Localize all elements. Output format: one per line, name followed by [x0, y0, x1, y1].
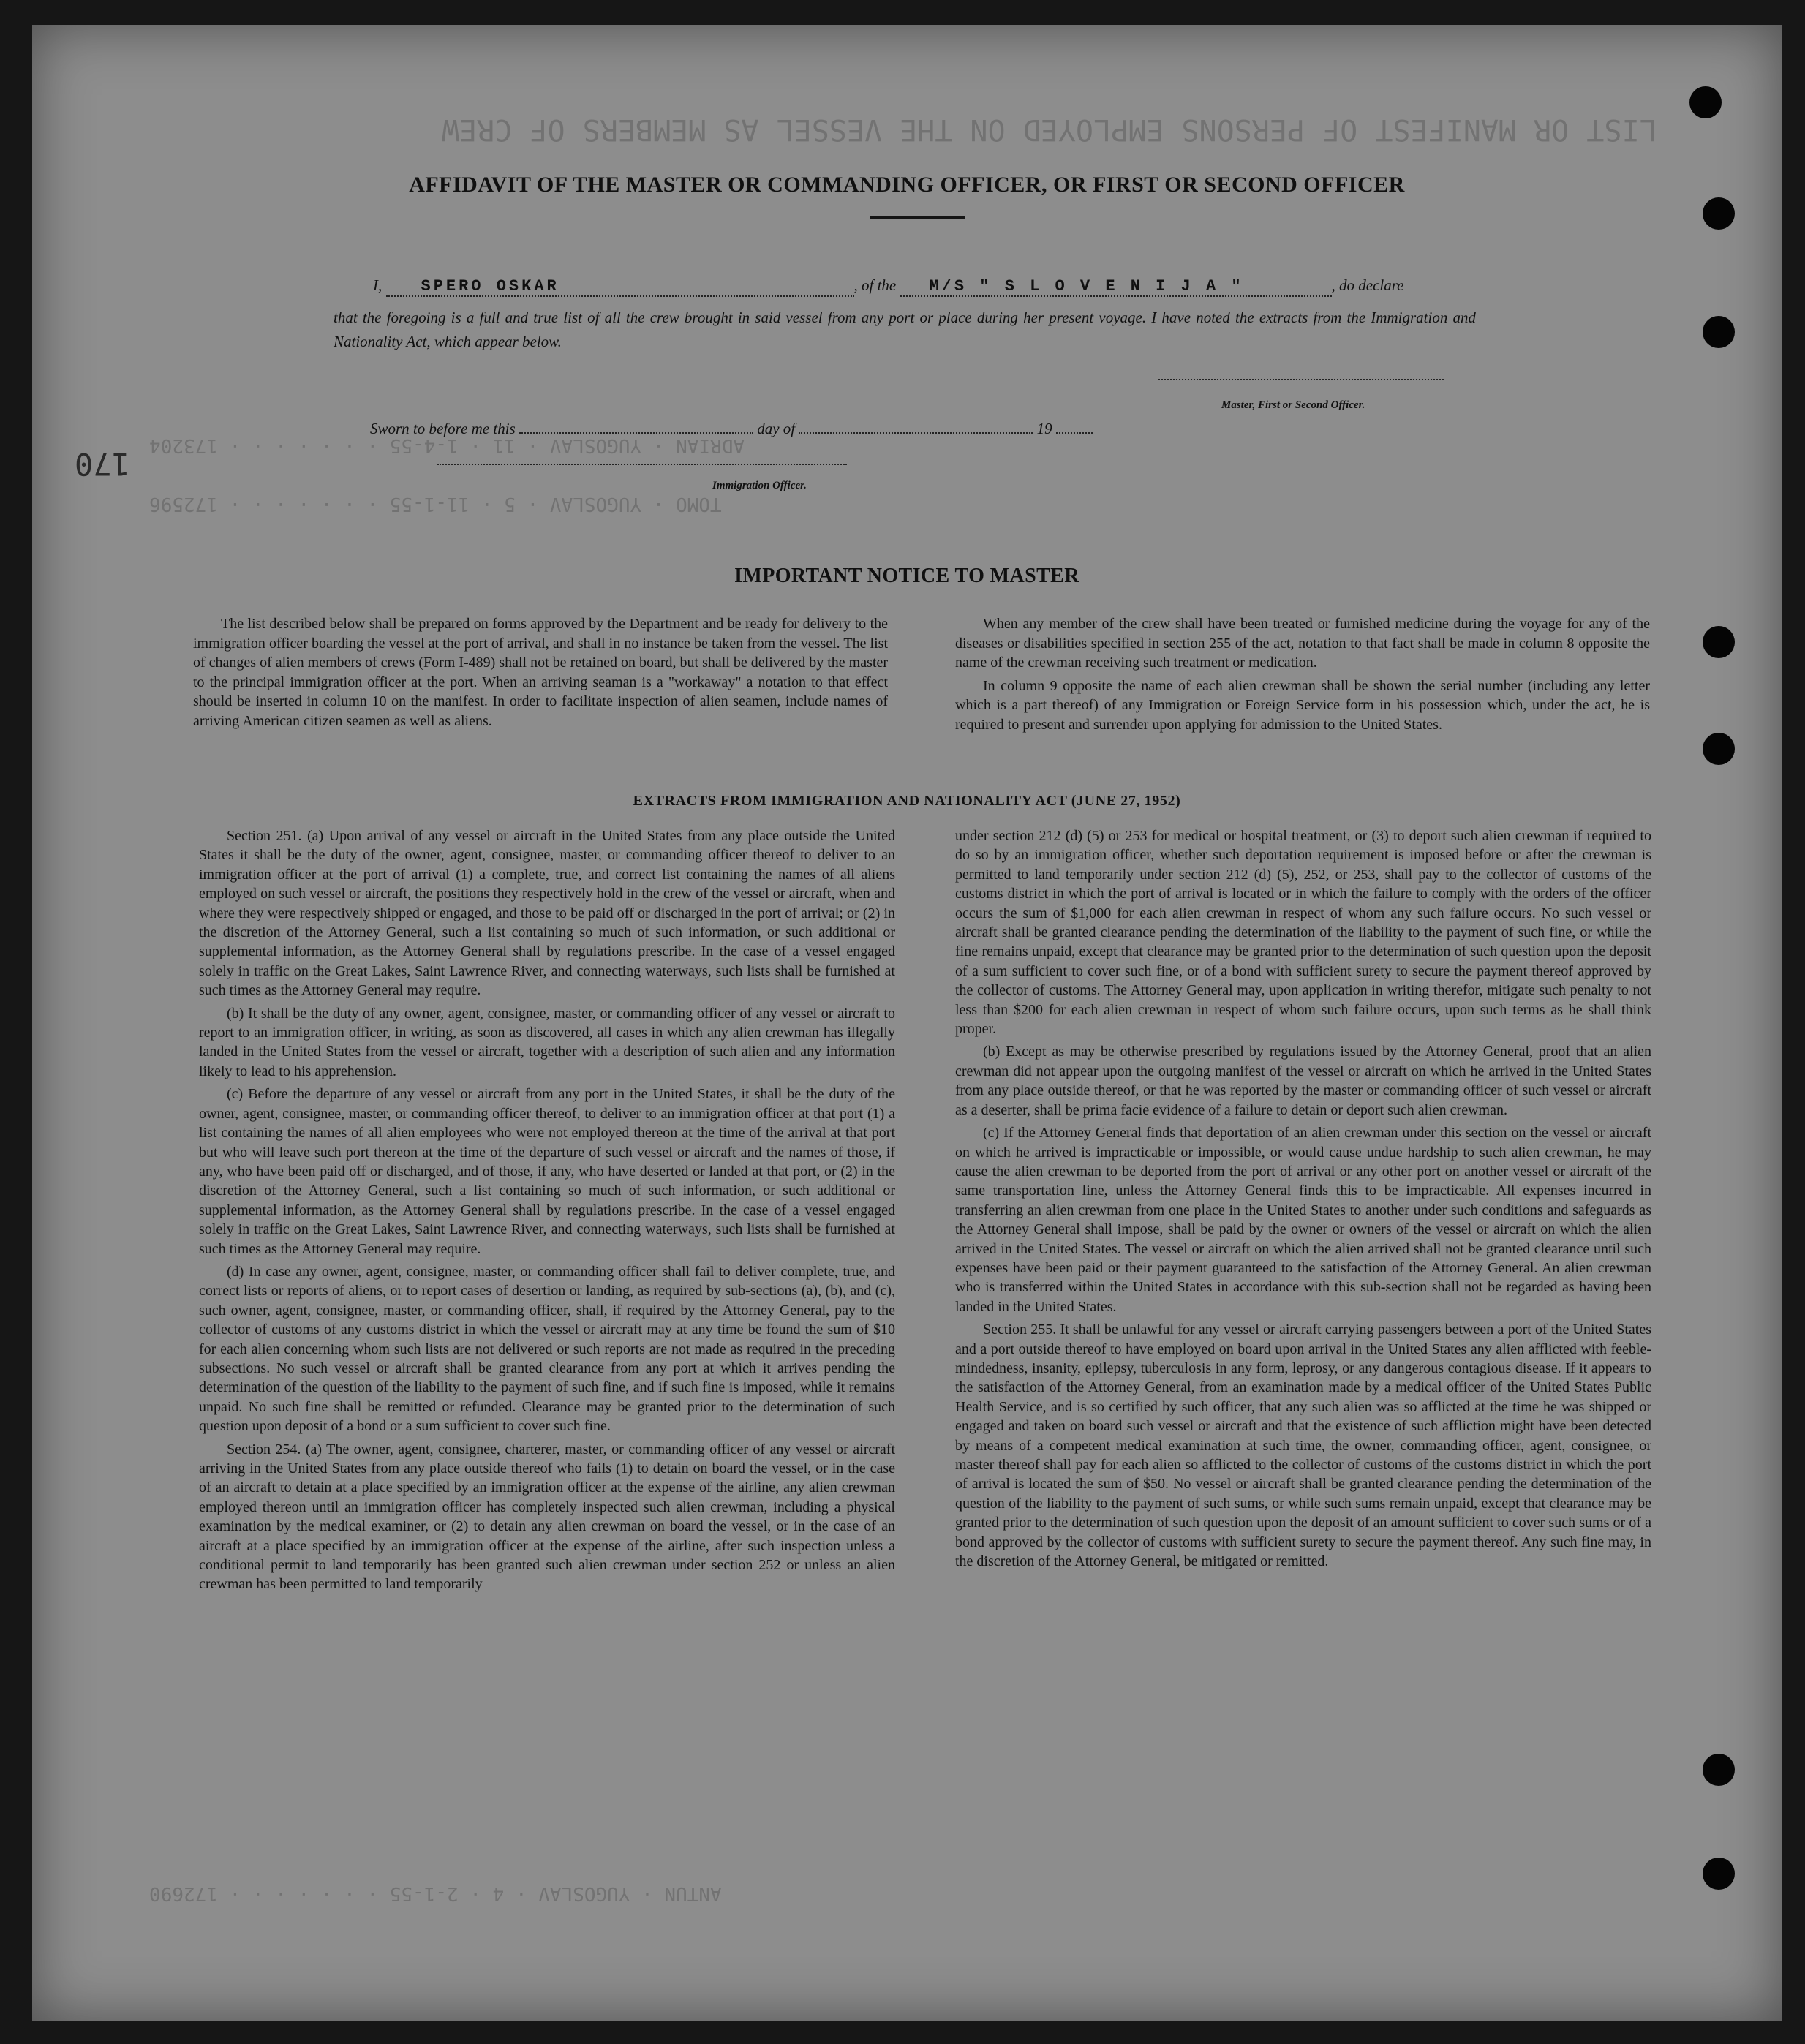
notice-paragraph: When any member of the crew shall have been treated or furnished medicine during the voyage for any of the diseases or disabilities specified in section 255 of the act, notation to that fact shall be made in column 8 opposite the name of the crewman receiving such treatment or medication. [955, 616, 1650, 671]
sworn-label: Sworn to before me this [370, 420, 516, 437]
act-paragraph: (c) If the Attorney General finds that deportation of an alien crewman under this section on the vessel or aircraft on which he arrived is impracticable or impossible, or would cause undue hardship to such alien crewman, he may cause the alien crewman to be deported from the port of arrival or any other port on another vessel or aircraft of the same transportation line, unless the Attorney General finds this to be impracticable. All expenses incurred in transferring an alien crewman from one place in the United States to another under such conditions and safeguards as the Attorney General shall impose, shall be paid by the owner or owners of the vessel or aircraft on which the alien arrived in the United States. The vessel or aircraft on which the alien arrived shall not be granted clearance until such expenses have been paid or their payment guaranteed to the satisfaction of the Attorney General. An alien crewman who is transferred within the United States in accordance with this sub-section shall not be regarded as having been landed in the United States. [955, 1125, 1651, 1315]
vessel-name: M/S " S L O V E N I J A " [929, 277, 1244, 295]
year-label: 19 [1036, 420, 1052, 437]
bleed-through-text: ANTUN · YUGOSLAV · 4 · 2-1-55 · · · · · · · 172690 [149, 1882, 722, 1904]
of-the-label: , of the [853, 276, 897, 294]
extracts-right-column [955, 826, 1651, 1575]
master-signature-line [1158, 379, 1444, 380]
document-page [32, 25, 1782, 2021]
act-paragraph: Section 251. (a) Upon arrival of any vessel or aircraft in the United States from any place outside the United States it shall be the duty of the owner, agent, consignee, master, or commanding officer thereof to deliver to an immigration officer at the port of arrival (1) a complete, true, and correct list containing the names of all aliens employed on such vessel or aircraft, the positions they respectively hold in the crew of the vessel or aircraft, when and where they were respectively shipped or engaged, and those to be paid off or discharged in the port of arrival; or (2) in the discretion of the Attorney General, such a list containing so much of such information, or such additional or supplemental information, as the Attorney General shall by regulations prescribe. In the case of a vessel engaged solely in traffic on the Great Lakes, Saint Lawrence River, and connecting waterways, such lists shall be furnished at such times as the Attorney General may require. [199, 828, 895, 999]
extracts-left-column [199, 826, 895, 1598]
notice-paragraph: In column 9 opposite the name of each alien crewman shall be shown the serial number (including any letter which is a part thereof) of any Immigration or Foreign Service form in his possession which, under the act, he is required to present and surrender upon applying for admission to the United States. [955, 677, 1650, 733]
vessel-name-field [900, 276, 1332, 297]
sworn-line [370, 420, 1093, 438]
sworn-blank [519, 432, 753, 434]
punch-hole [1703, 733, 1735, 765]
declaration-line [373, 276, 1499, 297]
bleed-through-text: TOMO · YUGOSLAV · 5 · 11-1-55 · · · · · · · 172596 [149, 493, 722, 515]
punch-hole [1703, 1858, 1735, 1890]
day-of-label: day of [757, 420, 796, 437]
punch-hole [1703, 1754, 1735, 1786]
act-paragraph: (d) In case any owner, agent, consignee, master, or commanding officer shall fail to deliver complete, true, and correct lists or reports of aliens, or to report cases of desertion or landing, as required by sub-sections (a), (b), and (c), such owner, agent, consignee, master, or commanding officer, shall, if required by the Attorney General, pay to the collector of customs of any customs district in which the vessel or aircraft may at any time be found the sum of $10 for each alien concerning whom such lists are not delivered or such reports are not made as required in the preceding subsections. No such vessel or aircraft shall be granted clearance from any port at which it arrives pending the determination of the question of the liability to the payment of such fine, and if such fine is imposed, while it remains unpaid. No such fine shall be remitted or refunded. Clearance may be granted prior to the determination of such question upon deposit of a bond or a sum sufficient to cover such fine. [199, 1263, 895, 1435]
punch-hole [1689, 86, 1722, 118]
act-paragraph: (b) It shall be the duty of any owner, agent, consignee, master, or commanding officer of any vessel or aircraft to report to an immigration officer, in writing, as soon as discovered, all cases in which any alien crewman has illegally landed in the United States from the vessel or aircraft, together with a description of such alien and any information likely to lead to his apprehension. [199, 1005, 895, 1079]
act-paragraph: (b) Except as may be otherwise prescribed by regulations issued by the Attorney General, proof that an alien crewman did not appear upon the outgoing manifest of the vessel or aircraft on which he arrived in the United States from any place outside thereof, or that he was reported by the master or commanding officer of such vessel or aircraft as a deserter, shall be prima facie evidence of a failure to detain or deport such alien crewman. [955, 1044, 1651, 1118]
extracts-title: EXTRACTS FROM IMMIGRATION AND NATIONALITY ACT (JUNE 27, 1952) [633, 793, 1181, 809]
bleed-through-text: LIST OR MANIFEST OF PERSONS EMPLOYED ON THE VESSEL AS MEMBERS OF CREW [442, 113, 1657, 146]
notice-paragraph: The list described below shall be prepared on forms approved by the Department and be ready for delivery to the immigration officer boarding the vessel at the port of arrival, and shall in no instance be taken from the vessel. The list of changes of alien members of crews (Form I-489) shall not be retained on board, but shall be delivered by the master to the principal immigration officer at the port. When an arriving seaman is a "workaway" a notation to that effect should be inserted in column 10 on the manifest. In order to facilitate inspection of alien seamen, include names of arriving American citizen seamen as well as aliens. [193, 616, 888, 729]
do-declare-label: , do declare [1331, 276, 1404, 294]
declaration-pronoun: I, [373, 276, 383, 294]
margin-page-number: 170 [75, 446, 130, 482]
title-underline [870, 216, 965, 219]
master-name: SPERO OSKAR [421, 277, 559, 295]
month-blank [799, 432, 1033, 434]
notice-right-column [955, 614, 1650, 739]
master-name-field [386, 276, 854, 297]
master-signature-label: Master, First or Second Officer. [1221, 399, 1365, 411]
punch-hole [1703, 626, 1735, 658]
notice-left-column [193, 614, 888, 735]
act-paragraph: under section 212 (d) (5) or 253 for medical or hospital treatment, or (3) to deport such alien crewman if required to do so by an immigration officer, whether such deportation requirement is imposed before or after the crewman is permitted to land temporarily under section 212 (d) (5), 252, or 253, shall pay to the collector of customs of the customs district in which the port of arrival is located or in which the failure to comply with the orders of the officer occurs the sum of $1,000 for each alien crewman in respect of whom any such failure occurs. No such vessel or aircraft shall be granted clearance pending the determination of the liability to the payment of such fine, or while the fine remains unpaid, except that clearance may be granted prior to the determination of such question upon the deposit of a sum sufficient to cover such fine, or of a bond with sufficient surety to secure the payment thereof approved by the collector of customs. The Attorney General may, upon application in writing therefor, mitigate such penalty to not less than $200 for each alien crewman in respect of whom such failure occurs, upon such terms as he shall think proper. [955, 828, 1651, 1038]
act-paragraph: Section 254. (a) The owner, agent, consignee, charterer, master, or commanding officer of any vessel or aircraft arriving in the United States from any place outside thereof who fails (1) to detain on board the vessel, or in the case of an aircraft to detain at a place specified by an immigration officer at the expense of the airline, any alien crewman employed thereon until an immigration officer has completely inspected such alien crewman, including a physical examination by the medical examiner, or (2) to detain any alien crewman on board the vessel, or in the case of an aircraft at a place specified by an immigration officer at the expense of the airline, after such inspection unless a conditional permit to land temporarily has been granted such alien crewman under section 252 or unless an alien crewman has been permitted to land temporarily [199, 1441, 895, 1593]
bleed-through-text: ADRIAN · YUGOSLAV · 11 · 1-4-55 · · · · · · · 173204 [149, 434, 745, 456]
year-blank [1056, 432, 1093, 434]
officer-signature-line [437, 464, 847, 465]
punch-hole [1703, 197, 1735, 230]
officer-signature-label: Immigration Officer. [712, 480, 807, 491]
affidavit-title: AFFIDAVIT OF THE MASTER OR COMMANDING OFFICER, OR FIRST OR SECOND OFFICER [409, 173, 1405, 197]
notice-title: IMPORTANT NOTICE TO MASTER [734, 565, 1079, 587]
act-paragraph: Section 255. It shall be unlawful for any vessel or aircraft carrying passengers between a port of the United States and a port outside thereof to have employed on board upon arrival in the United States any alien afflicted with feeble-mindedness, insanity, epilepsy, tuberculosis in any form, leprosy, or any dangerous contagious disease. If it appears to the satisfaction of the Attorney General, from an examination made by a medical officer of the United States Public Health Service, and is so certified by such officer, that any such alien was so afflicted at the time he was shipped or engaged and taken on board such vessel or aircraft and that the existence of such affliction might have been detected by means of a competent medical examination at such time, the owner, commanding officer, agent, consignee, or master thereof shall pay for each alien so afflicted to the collector of customs of the customs district in which the port of arrival is located the sum of $50. No vessel or aircraft shall be granted clearance pending the determination of the question of the liability to the payment of such sums, or while such sums remain unpaid, except that clearance may be granted prior to the determination of such question upon the deposit of an amount sufficient to cover such sums or of a bond approved by the collector of customs with sufficient surety to secure the payment thereof. Any such fine may, in the discretion of the Attorney General, be mitigated or remitted. [955, 1321, 1651, 1570]
declaration-text: that the foregoing is a full and true list of all the crew brought in said vessel from any port or place during her present voyage. I have noted the extracts from the Immigration and Nationality Act, which appear below. [334, 309, 1476, 350]
act-paragraph: (c) Before the departure of any vessel or aircraft from any port in the United States, it shall be the duty of the owner, agent, consignee, master, or commanding officer thereof, to deliver to an immigration officer at that port (1) a list containing the names of all alien employees who were not employed thereon at the time of the arrival at that port but who will leave such port thereon at the time of the departure of such vessel or aircraft and the names of those, if any, who have been paid off or discharged, and of those, if any, who have deserted or landed at that port, or (2) in the discretion of the Attorney General, such a list containing so much of such information, or such additional or supplemental information, as the Attorney General shall by regulations prescribe. In the case of a vessel engaged solely in traffic on the Great Lakes, Saint Lawrence River, and connecting waterways, such lists shall be furnished at such times as the Attorney General may require. [199, 1086, 895, 1257]
punch-hole [1703, 316, 1735, 348]
